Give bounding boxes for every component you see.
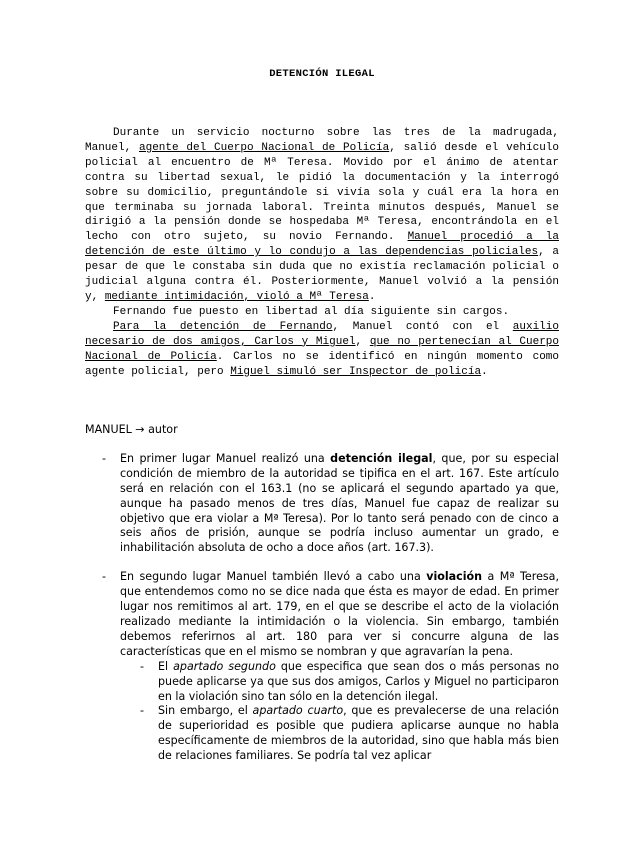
case-statement [85,126,559,379]
underlined-fact: que no pertenecían al Cuerpo Nacional de Policía [85,335,560,363]
case-paragraph-1 [85,126,559,305]
text-run: , que, por su especial condición de miembro de la autoridad se tipifica en el art. 167. Este artículo será en relación con el 163.1 (no se aplicará el segundo apartado ya que, aunque ha pasado menos de tres días, Manuel fue capaz de realizar su objetivo que era violar a Mª Teresa). Por lo tanto será penado con de cinco a seis años de prisión, aunque se podría incluso aumentar un grado, e inhabilitación absoluta de ocho a doce años (art. 167.3). [120,451,560,555]
underlined-fact: Para la detención de Fernando [113,320,333,333]
dash-bullet: - [102,570,107,584]
analysis-list [85,452,559,764]
text-run: En primer lugar Manuel realizó una [120,451,331,465]
text-run: En segundo lugar Manuel también llevó a cabo una [120,570,427,584]
text-run: a Mª Teresa, que entendemos como no se dice nada que ésta es mayor de edad. En primer lugar nos remitimos al art. 179, en el que se describe el acto de la violación realizado mediante la intimidación o la violencia. Sin embargo, también debemos referirnos al art. 180 para ver si concurre alguna de las características que en el mismo se nombran y que agravarían la pena. [120,570,559,658]
text-run: . Carlos no se identificó en ningún momento como agente policial, pero [85,350,559,378]
underlined-fact: Manuel procedió a la detención de este último y lo condujo a las dependencias policiales [85,231,559,259]
underlined-fact: auxilio necesario de dos amigos, Carlos y Miguel [85,320,559,348]
text-run: , a pesar de que le constaba sin duda que no existía reclamación policial o judicial alguna contra él. Posteriormente, Manuel volvió a la pensión y, [85,246,559,303]
text-run: . [368,290,376,303]
underlined-fact: Miguel simuló ser Inspector de policía [230,365,482,378]
italic-term: apartado segundo [173,659,276,673]
list-item-rape [85,570,559,764]
sub-item-apartado-cuarto [139,704,559,764]
list-item-detention [85,452,559,556]
dash-bullet: - [102,451,107,465]
bold-offense: violación [426,570,483,584]
bold-offense: detención ilegal [330,451,433,465]
text-run: que especifica que sean dos o más personas no puede aplicarse ya que sus dos amigos, Carlos y Miguel no participaron en la violación sino tan sólo en la detención ilegal. [158,659,559,703]
dash-bullet: - [140,659,145,673]
document-title: DETENCIÓN ILEGAL [269,68,375,80]
sub-item-apartado-segundo [139,660,559,705]
text-run: . [481,365,488,378]
underlined-fact: mediante intimidación, violó a Mª Teresa [104,290,369,303]
legal-analysis [85,423,559,764]
sub-list [120,660,559,764]
analysis-heading: MANUEL → autor [85,423,178,436]
text-run: Sin embargo, el [158,704,253,718]
text-run: El [158,659,174,673]
text-run: , salió desde el vehículo policial al encuentro de Mª Teresa. Movido por el ánimo de atentar contra su libertad sexual, le pidió la documentación y la interrogó sobre su domicilio, preguntándole si vivía sola y cuál era la hora en que terminaba su jornada laboral. Treinta minutos después, Manuel se dirigió a la pensión donde se hospedaba Mª Teresa, encontrándola en el lecho con otro sujeto, su novio Fernando. [85,141,559,244]
text-run: , que es prevalecerse de una relación de superioridad es posible que pudiera aplicarse aunque no habla específicamente de miembros de la autoridad, sino que habla más bien de relaciones familiares. Se podría tal vez aplicar [158,704,559,763]
underlined-fact: agente del Cuerpo Nacional de Policía [139,141,390,154]
case-paragraph-3 [85,320,559,380]
italic-term: apartado cuarto [252,704,344,718]
case-paragraph-2: Fernando fue puesto en libertad al día siguiente sin cargos. [113,305,510,318]
text-run: , [355,335,370,348]
dash-bullet: - [140,704,145,718]
text-run: Durante un servicio nocturno sobre las tres de la madrugada, Manuel, [85,127,559,154]
text-run: , Manuel contó con el [332,320,513,333]
